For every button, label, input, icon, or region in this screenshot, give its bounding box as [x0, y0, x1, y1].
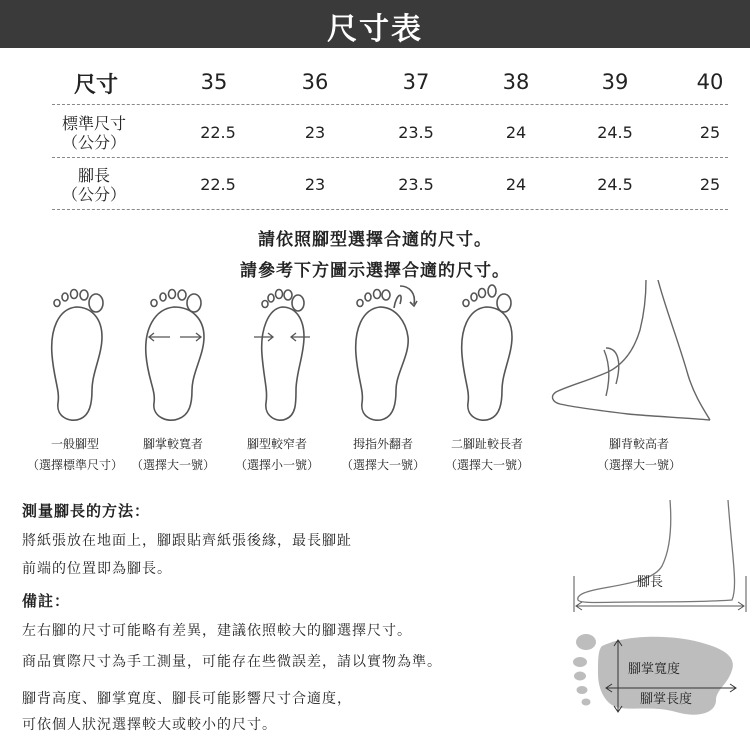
measure-text: 將紙張放在地面上，腳跟貼齊紙張後緣，最長腳趾	[22, 533, 352, 549]
note-line: 可依個人狀況選擇較大或較小的尺寸。	[22, 717, 277, 733]
size-col-40: 40	[696, 70, 724, 94]
measure-text: 前端的位置即為腳長。	[22, 561, 172, 577]
table-cell: 25	[699, 175, 721, 194]
table-divider	[52, 157, 728, 158]
page-title: 尺寸表	[327, 12, 423, 47]
instruction-line-1: 請依照腳型選擇合適的尺寸。	[258, 230, 492, 250]
foot-type-bunion	[328, 434, 438, 476]
row-label-foot-length	[54, 166, 134, 204]
title-bar	[0, 0, 750, 48]
table-cell: 22.5	[200, 123, 236, 142]
foot-length-diagram	[566, 496, 750, 616]
table-cell: 24.5	[597, 123, 633, 142]
foot-type-advice: （選擇標準尺寸）	[26, 458, 123, 472]
notes-heading: 備註：	[22, 592, 71, 610]
foot-type-advice: （選擇小一號）	[234, 458, 319, 472]
palm-length-label: 腳掌長度	[640, 692, 693, 707]
foot-type-name: 拇指外翻者	[352, 437, 413, 451]
foot-type-long-second-toe	[432, 434, 542, 476]
table-divider	[52, 209, 728, 210]
table-cell: 25	[699, 123, 721, 142]
foot-type-wide	[118, 434, 228, 476]
table-cell: 22.5	[200, 175, 236, 194]
table-cell: 24.5	[597, 175, 633, 194]
note-line: 左右腳的尺寸可能略有差異，建議依照較大的腳選擇尺寸。	[22, 623, 412, 639]
table-cell: 23	[304, 123, 326, 142]
foot-type-narrow	[222, 434, 332, 476]
normal-foot-icon	[40, 285, 112, 425]
row-label-line: 腳長	[77, 166, 110, 185]
narrow-foot-icon	[246, 285, 318, 425]
measure-heading: 測量腳長的方法：	[22, 502, 151, 520]
foot-type-advice: （選擇大一號）	[444, 458, 529, 472]
high-instep-icon	[548, 280, 718, 430]
foot-type-name: 一般腳型	[50, 437, 99, 451]
foot-type-normal	[20, 434, 130, 476]
instruction-line-2: 請參考下方圖示選擇合適的尺寸。	[240, 261, 510, 281]
size-col-35: 35	[200, 70, 228, 94]
foot-type-high-instep	[584, 434, 694, 476]
foot-type-advice: （選擇大一號）	[596, 458, 681, 472]
palm-width-label: 腳掌寬度	[628, 662, 681, 677]
foot-type-name: 腳掌較寬者	[142, 437, 203, 451]
foot-type-name: 腳型較窄者	[246, 437, 307, 451]
size-col-39: 39	[601, 70, 629, 94]
table-cell: 23	[304, 175, 326, 194]
size-header-label: 尺寸	[74, 73, 119, 98]
row-label-line: 標準尺寸	[61, 114, 126, 133]
size-col-36: 36	[301, 70, 329, 94]
note-line: 腳背高度、腳掌寬度、腳長可能影響尺寸合適度，	[22, 691, 352, 707]
row-label-unit: （公分）	[61, 133, 126, 152]
size-col-38: 38	[502, 70, 530, 94]
bunion-foot-icon	[344, 280, 424, 425]
foot-type-name: 腳背較高者	[608, 437, 669, 451]
table-divider	[52, 104, 728, 105]
wide-foot-icon	[138, 285, 210, 425]
foot-type-name: 二腳趾較長者	[450, 437, 523, 451]
foot-type-advice: （選擇大一號）	[130, 458, 215, 472]
row-label-standard	[54, 114, 134, 152]
table-cell: 24	[505, 175, 527, 194]
table-cell: 23.5	[398, 123, 434, 142]
note-line: 商品實際尺寸為手工測量，可能存在些微誤差，請以實物為準。	[22, 654, 442, 670]
row-label-unit: （公分）	[61, 185, 126, 204]
foot-length-label: 腳長	[637, 575, 664, 590]
foot-type-advice: （選擇大一號）	[340, 458, 425, 472]
long-second-toe-icon	[450, 283, 522, 425]
table-cell: 23.5	[398, 175, 434, 194]
table-cell: 24	[505, 123, 527, 142]
size-col-37: 37	[402, 70, 430, 94]
